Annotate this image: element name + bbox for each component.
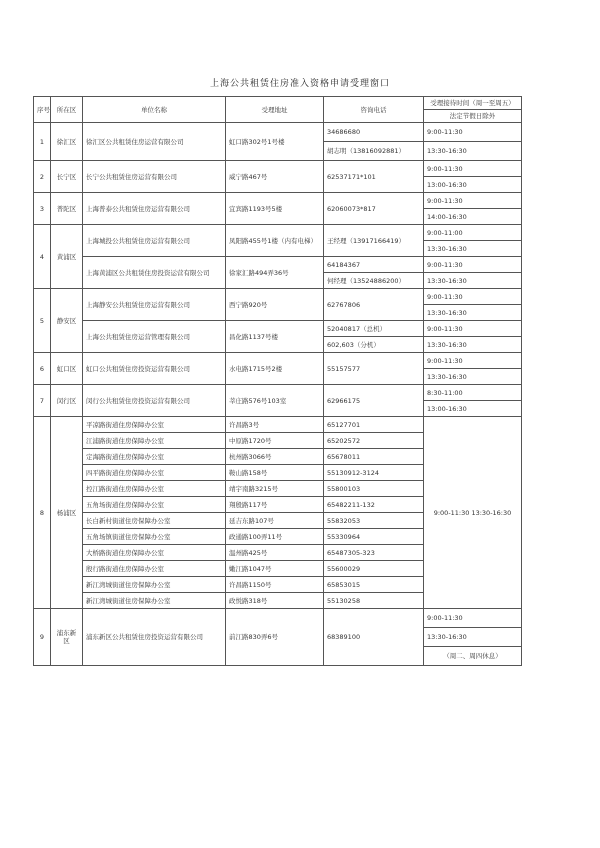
row-seq: 6 xyxy=(34,353,51,385)
row-unit: 五角场街道住房保障办公室 xyxy=(83,497,226,513)
row-time: 13:30-16:30 xyxy=(424,142,522,161)
row-address: 嫩江路1047号 xyxy=(226,561,324,577)
row-phone: 62060073*817 xyxy=(324,193,424,225)
row-phone: 王经理（13917166419） xyxy=(324,225,424,257)
row-time: 13:30-16:30 xyxy=(424,337,522,353)
row-unit: 上海公共租赁住房运营管理有限公司 xyxy=(83,321,226,353)
row-unit: 长宁公共租赁住房运营有限公司 xyxy=(83,161,226,193)
row-unit: 殷行路街道住房保障办公室 xyxy=(83,561,226,577)
table-row xyxy=(34,609,522,628)
row-phone: 62767806 xyxy=(324,289,424,321)
row-phone: 65853015 xyxy=(324,577,424,593)
row-unit: 平凉路街道住房保障办公室 xyxy=(83,417,226,433)
row-time: 9:00-11:30 13:30-16:30 xyxy=(424,417,522,609)
row-district: 黄浦区 xyxy=(51,225,83,289)
row-unit: 上海静安公共租赁住房运营有限公司 xyxy=(83,289,226,321)
table-row xyxy=(34,353,522,369)
row-address: 西宁路920号 xyxy=(226,289,324,321)
row-phone: 65678011 xyxy=(324,449,424,465)
row-time: 13:00-16:30 xyxy=(424,401,522,417)
row-address: 杭州路3066号 xyxy=(226,449,324,465)
row-seq: 9 xyxy=(34,609,51,666)
table-row xyxy=(34,225,522,241)
row-address: 昌化路1137号楼 xyxy=(226,321,324,353)
document-title: 上海公共租赁住房准入资格申请受理窗口 xyxy=(209,79,390,89)
row-phone: 602,603（分机） xyxy=(324,337,424,353)
row-phone: 55157577 xyxy=(324,353,424,385)
row-address: 徐家汇路494弄36号 xyxy=(226,257,324,289)
row-time: 9:00-11:30 xyxy=(424,289,522,305)
row-district: 虹口区 xyxy=(51,353,83,385)
row-unit: 定海路街道住房保障办公室 xyxy=(83,449,226,465)
row-time: 9:00-11:30 xyxy=(424,609,522,628)
row-time-note: （周二、周四休息） xyxy=(424,647,522,666)
row-time: 13:30-16:30 xyxy=(424,273,522,289)
row-unit: 控江路街道住房保障办公室 xyxy=(83,481,226,497)
row-seq: 2 xyxy=(34,161,51,193)
header-phone: 咨询电话 xyxy=(324,97,424,123)
row-seq: 4 xyxy=(34,225,51,289)
row-time: 8:30-11:00 xyxy=(424,385,522,401)
row-address: 许昌路3号 xyxy=(226,417,324,433)
row-unit: 上海黄浦区公共租赁住房投资运营有限公司 xyxy=(83,257,226,289)
row-time: 14:00-16:30 xyxy=(424,209,522,225)
row-address: 莘庄路576号103室 xyxy=(226,385,324,417)
row-district: 闵行区 xyxy=(51,385,83,417)
row-unit: 新江湾城街道住房保障办公室 xyxy=(83,593,226,609)
row-phone: 62537171*101 xyxy=(324,161,424,193)
row-district: 杨浦区 xyxy=(51,417,83,609)
row-time: 9:00-11:30 xyxy=(424,257,522,273)
row-phone: 65127701 xyxy=(324,417,424,433)
row-address: 水电路1715号2楼 xyxy=(226,353,324,385)
header-hours: 受理接待时间（周一至周五） xyxy=(424,97,522,110)
row-phone: 65487305-323 xyxy=(324,545,424,561)
row-phone: 55600029 xyxy=(324,561,424,577)
row-time: 9:00-11:00 xyxy=(424,225,522,241)
table-row xyxy=(34,289,522,305)
row-time: 9:00-11:30 xyxy=(424,321,522,337)
row-address: 翔殷路117号 xyxy=(226,497,324,513)
row-address: 温州路425号 xyxy=(226,545,324,561)
row-address: 前江路830弄6号 xyxy=(226,609,324,666)
row-unit: 大桥路街道住房保障办公室 xyxy=(83,545,226,561)
header-address: 受理地址 xyxy=(226,97,324,123)
table-row xyxy=(34,193,522,209)
row-time: 13:30-16:30 xyxy=(424,369,522,385)
table-row xyxy=(34,161,522,177)
row-phone: 64184367 xyxy=(324,257,424,273)
row-phone: 55330964 xyxy=(324,529,424,545)
row-district: 静安区 xyxy=(51,289,83,353)
row-address: 政悦路318号 xyxy=(226,593,324,609)
row-address: 虹口路302号1号楼 xyxy=(226,123,324,161)
row-address: 许昌路1150号 xyxy=(226,577,324,593)
row-unit: 新江湾城街道住房保障办公室 xyxy=(83,577,226,593)
row-time: 9:00-11:30 xyxy=(424,353,522,369)
row-phone: 52040817（总机） xyxy=(324,321,424,337)
row-unit: 闵行公共租赁住房投资运营有限公司 xyxy=(83,385,226,417)
header-seq: 序号 xyxy=(34,97,51,123)
row-time: 13:30-16:30 xyxy=(424,241,522,257)
row-address: 靖宇南路3215号 xyxy=(226,481,324,497)
row-time: 13:30-16:30 xyxy=(424,305,522,321)
row-address: 威宁路467号 xyxy=(226,161,324,193)
row-phone: 55800103 xyxy=(324,481,424,497)
row-unit: 上海城投公共租赁住房运营有限公司 xyxy=(83,225,226,257)
row-address: 宜宾路1193号5楼 xyxy=(226,193,324,225)
row-unit: 江浦路街道住房保障办公室 xyxy=(83,433,226,449)
row-time: 9:00-11:30 xyxy=(424,161,522,177)
row-district: 普陀区 xyxy=(51,193,83,225)
row-phone: 34686680 xyxy=(324,123,424,142)
service-window-table xyxy=(33,96,522,666)
row-unit: 长白新村街道住房保障办公室 xyxy=(83,513,226,529)
table-header xyxy=(34,97,522,110)
row-unit: 徐汇区公共租赁住房运营有限公司 xyxy=(83,123,226,161)
row-phone: 55130258 xyxy=(324,593,424,609)
row-phone: 55130912-3124 xyxy=(324,465,424,481)
row-district: 浦东新区 xyxy=(51,609,83,666)
row-seq: 7 xyxy=(34,385,51,417)
header-district: 所在区 xyxy=(51,97,83,123)
row-seq: 3 xyxy=(34,193,51,225)
row-unit: 浦东新区公共租赁住房投资运营有限公司 xyxy=(83,609,226,666)
table-row xyxy=(34,123,522,142)
row-address: 政通路100弄11号 xyxy=(226,529,324,545)
row-time: 9:00-11:30 xyxy=(424,193,522,209)
row-seq: 5 xyxy=(34,289,51,353)
row-time: 13:30-16:30 xyxy=(424,628,522,647)
row-phone: 65202572 xyxy=(324,433,424,449)
row-time: 9:00-11:30 xyxy=(424,123,522,142)
row-seq: 8 xyxy=(34,417,51,609)
row-address: 中原路1720号 xyxy=(226,433,324,449)
row-unit: 四平路街道住房保障办公室 xyxy=(83,465,226,481)
row-unit: 虹口公共租赁住房投资运营有限公司 xyxy=(83,353,226,385)
row-district: 徐汇区 xyxy=(51,123,83,161)
header-unit: 单位名称 xyxy=(83,97,226,123)
row-phone: 55832053 xyxy=(324,513,424,529)
row-phone: 65482211-132 xyxy=(324,497,424,513)
header-hours-note: 法定节假日除外 xyxy=(424,110,522,123)
row-unit: 五角场镇街道住房保障办公室 xyxy=(83,529,226,545)
row-address: 凤阳路455号1楼（内有电梯） xyxy=(226,225,324,257)
row-district: 长宁区 xyxy=(51,161,83,193)
row-address: 鞍山路158号 xyxy=(226,465,324,481)
row-phone: 胡志明（13816092881） xyxy=(324,142,424,161)
row-phone: 62966175 xyxy=(324,385,424,417)
row-phone: 何经理（13524886200） xyxy=(324,273,424,289)
table-row xyxy=(34,385,522,401)
row-unit: 上海普泰公共租赁住房运营有限公司 xyxy=(83,193,226,225)
row-seq: 1 xyxy=(34,123,51,161)
row-time: 13:00-16:30 xyxy=(424,177,522,193)
row-phone: 68389100 xyxy=(324,609,424,666)
row-address: 延吉东路107号 xyxy=(226,513,324,529)
table-row xyxy=(34,417,522,433)
